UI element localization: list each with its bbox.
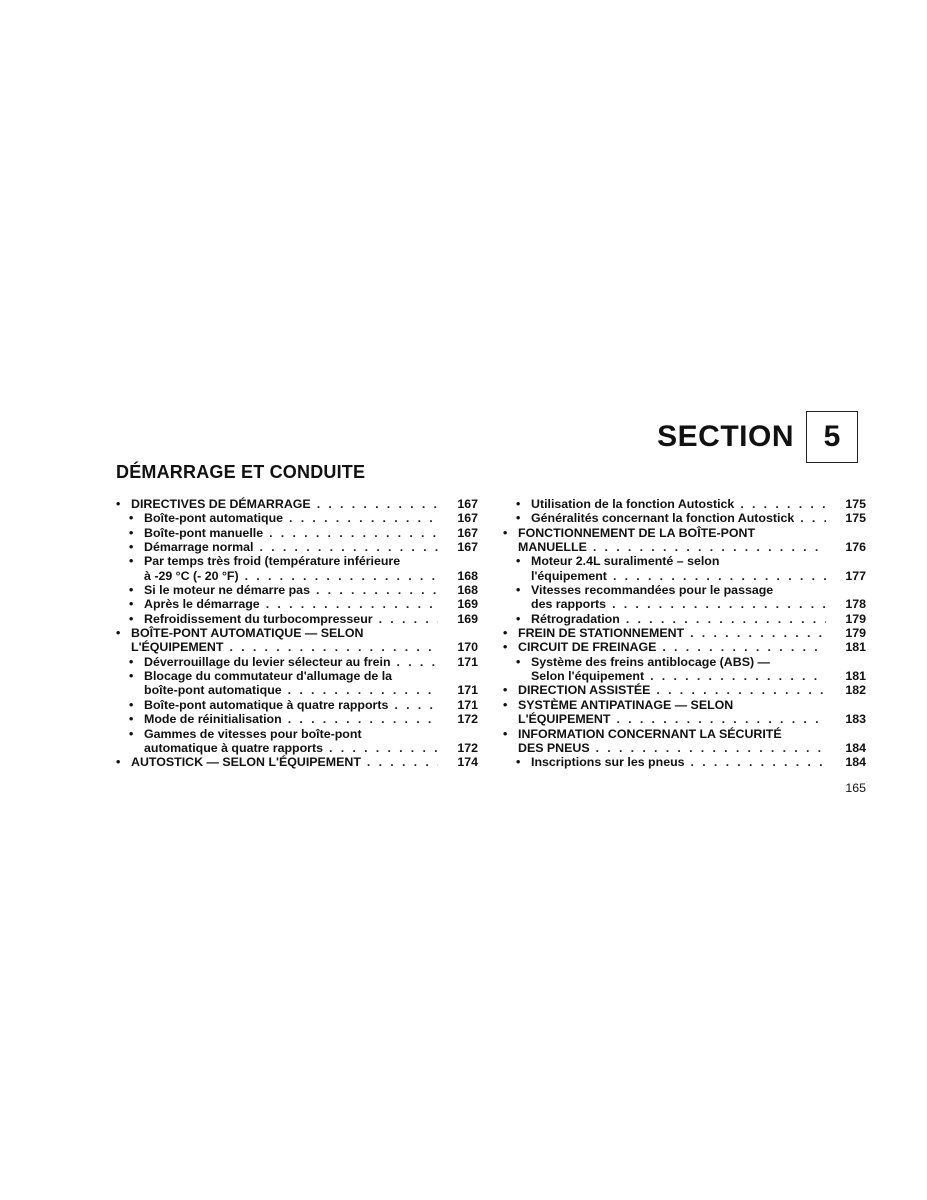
bullet-icon: • [503,626,508,641]
toc-entry-title: Selon l'équipement [531,669,645,684]
dot-leader [239,569,438,583]
dot-leader [282,683,438,697]
toc-entry-page: 167 [457,497,478,511]
dot-leader [590,741,826,755]
toc-entry-page: 172 [457,712,478,727]
bullet-icon: • [516,497,521,511]
bullet-icon: • [516,654,521,669]
toc-entry-title: Refroidissement du turbocompresseur [144,611,373,626]
section-header [657,411,858,463]
toc-entry[interactable] [116,583,478,597]
toc-entry[interactable] [116,554,478,583]
toc-entry-title: DES PNEUS [518,740,590,755]
dot-leader [323,741,438,755]
toc-entry-title: DIRECTIVES DE DÉMARRAGE [131,497,311,511]
toc-entry-page: 171 [457,683,478,698]
toc-entry-page: 167 [457,540,478,555]
dot-leader [644,669,826,683]
bullet-icon: • [503,525,508,540]
toc-entry-title: Utilisation de la fonction Autostick [531,497,735,511]
toc-entry-title: FREIN DE STATIONNEMENT [518,626,685,641]
bullet-icon: • [129,540,134,555]
toc-entry[interactable] [116,511,478,525]
dot-leader [607,569,826,583]
toc-entry-page: 174 [457,755,478,770]
toc-entry-title: SYSTÈME ANTIPATINAGE — SELON [518,697,734,712]
dot-leader [310,583,438,597]
toc-entry-title: à -29 °C (- 20 °F) [144,568,239,583]
toc-entry[interactable] [116,526,478,540]
toc-entry-title: FONCTIONNEMENT DE LA BOÎTE-PONT [518,525,756,540]
toc-entry-page: 179 [845,611,866,626]
toc-entry-title: Rétrogradation [531,611,620,626]
toc-entry[interactable] [503,698,866,727]
chapter-title: DÉMARRAGE ET CONDUITE [116,462,366,482]
dot-leader [282,712,438,726]
toc-right-column [503,497,866,770]
toc-entry[interactable] [116,597,478,611]
toc-entry-title: Inscriptions sur les pneus [531,755,685,770]
toc-entry[interactable] [503,626,866,640]
toc-entry[interactable] [116,540,478,554]
toc-entry-title: Boîte-pont automatique [144,511,284,526]
bullet-icon: • [129,525,134,540]
toc-entry[interactable] [116,669,478,698]
toc-entry-page: 168 [457,568,478,583]
toc-entry-page: 171 [457,654,478,669]
toc-entry[interactable] [116,612,478,626]
toc-entry-page: 167 [457,511,478,526]
bullet-icon: • [129,583,134,598]
dot-leader [610,712,826,726]
dot-leader [606,597,826,611]
bullet-icon: • [129,669,134,684]
toc-entry[interactable] [116,655,478,669]
dot-leader [260,597,438,611]
toc-entry-title: L'ÉQUIPEMENT [518,712,611,727]
toc-entry-title: Vitesses recommandées pour le passage [531,583,774,598]
bullet-icon: • [503,697,508,712]
toc-entry-title: AUTOSTICK — SELON L'ÉQUIPEMENT [131,755,361,770]
bullet-icon: • [129,654,134,669]
toc-entry-title: automatique à quatre rapports [144,740,324,755]
toc-entry[interactable] [503,727,866,756]
toc-entry[interactable] [503,526,866,555]
toc-entry-title: BOÎTE-PONT AUTOMATIQUE — SELON [131,626,364,641]
bullet-icon: • [129,597,134,612]
toc-left-column [116,497,478,770]
toc-entry-page: 177 [845,568,866,583]
toc-entry[interactable] [116,497,478,511]
toc-entry-title: Démarrage normal [144,540,254,555]
bullet-icon: • [129,611,134,626]
toc-entry-page: 171 [457,697,478,712]
bullet-icon: • [129,726,134,741]
toc-entry[interactable] [503,640,866,654]
toc-entry-title: Mode de réinitialisation [144,712,282,727]
bullet-icon: • [129,511,134,526]
toc-entry-title: INFORMATION CONCERNANT LA SÉCURITÉ [518,726,782,741]
dot-leader [388,698,438,712]
dot-leader [223,640,438,654]
toc-entry-page: 179 [845,626,866,641]
toc-entry-title: Gammes de vitesses pour boîte-pont [144,726,362,741]
toc-entry-page: 168 [457,583,478,598]
toc-entry-title: boîte-pont automatique [144,683,282,698]
toc-entry[interactable] [116,755,478,769]
dot-leader [263,526,438,540]
bullet-icon: • [516,611,521,626]
toc-entry[interactable] [116,626,478,655]
toc-entry-title: Si le moteur ne démarre pas [144,583,310,598]
toc-entry[interactable] [503,497,866,511]
toc-entry-page: 176 [845,540,866,555]
toc-entry-title: Boîte-pont manuelle [144,525,264,540]
toc-entry-page: 182 [845,683,866,698]
toc-entry-page: 183 [845,712,866,727]
bullet-icon: • [516,511,521,526]
dot-leader [373,612,438,626]
bullet-icon: • [129,554,134,569]
toc-entry-page: 169 [457,611,478,626]
dot-leader [391,655,438,669]
bullet-icon: • [516,554,521,569]
toc-entry-title: Généralités concernant la fonction Autostick [531,511,795,526]
dot-leader [685,755,826,769]
bullet-icon: • [503,683,508,698]
toc-entry-title: des rapports [531,597,607,612]
toc-entry-title: DIRECTION ASSISTÉE [518,683,651,698]
dot-leader [620,612,826,626]
toc-entry[interactable] [503,612,866,626]
toc-entry-title: MANUELLE [518,540,587,555]
toc-entry-page: 170 [457,640,478,655]
toc-entry-page: 167 [457,525,478,540]
dot-leader [283,511,438,525]
bullet-icon: • [116,626,121,641]
toc-entry-title: Déverrouillage du levier sélecteur au frein [144,654,391,669]
toc-entry-page: 184 [845,740,866,755]
toc-entry-title: Boîte-pont automatique à quatre rapports [144,697,389,712]
toc-entry-title: Après le démarrage [144,597,260,612]
toc-entry-page: 184 [845,755,866,770]
toc-entry-page: 181 [845,669,866,684]
toc-entry[interactable] [503,511,866,525]
toc-entry-page: 175 [845,511,866,526]
bullet-icon: • [516,583,521,598]
section-label: SECTION [657,420,794,453]
toc-entry-title: Moteur 2.4L suralimenté – selon [531,554,720,569]
toc-entry[interactable] [116,727,478,756]
toc-entry[interactable] [116,712,478,726]
toc-entry-title: CIRCUIT DE FREINAGE [518,640,657,655]
bullet-icon: • [516,755,521,770]
section-number-box: 5 [806,411,858,463]
bullet-icon: • [116,497,121,511]
toc-entry[interactable] [503,755,866,769]
toc-entry-title: Système des freins antiblocage (ABS) — [531,654,770,669]
toc-entry[interactable] [503,554,866,583]
bullet-icon: • [129,697,134,712]
toc-entry-page: 178 [845,597,866,612]
toc-entry-page: 181 [845,640,866,655]
toc-entry[interactable] [503,655,866,684]
toc-entry-page: 175 [845,497,866,511]
dot-leader [311,497,438,511]
toc-entry[interactable] [503,683,866,697]
toc-entry-title: Par temps très froid (température inférieure [144,554,401,569]
dot-leader [650,683,826,697]
bullet-icon: • [503,726,508,741]
dot-leader [587,540,826,554]
dot-leader [361,755,438,769]
toc-entry-title: L'ÉQUIPEMENT [131,640,224,655]
toc-entry-page: 169 [457,597,478,612]
toc-entry-title: l'équipement [531,568,607,583]
dot-leader [794,511,826,525]
dot-leader [254,540,439,554]
dot-leader [656,640,826,654]
toc-entry-title: Blocage du commutateur d'allumage de la [144,669,393,684]
page-number: 165 [845,781,866,795]
dot-leader [734,497,826,511]
bullet-icon: • [116,755,121,770]
toc-entry[interactable] [116,698,478,712]
toc-entry-page: 172 [457,740,478,755]
bullet-icon: • [503,640,508,655]
toc-entry[interactable] [503,583,866,612]
dot-leader [684,626,826,640]
bullet-icon: • [129,712,134,727]
